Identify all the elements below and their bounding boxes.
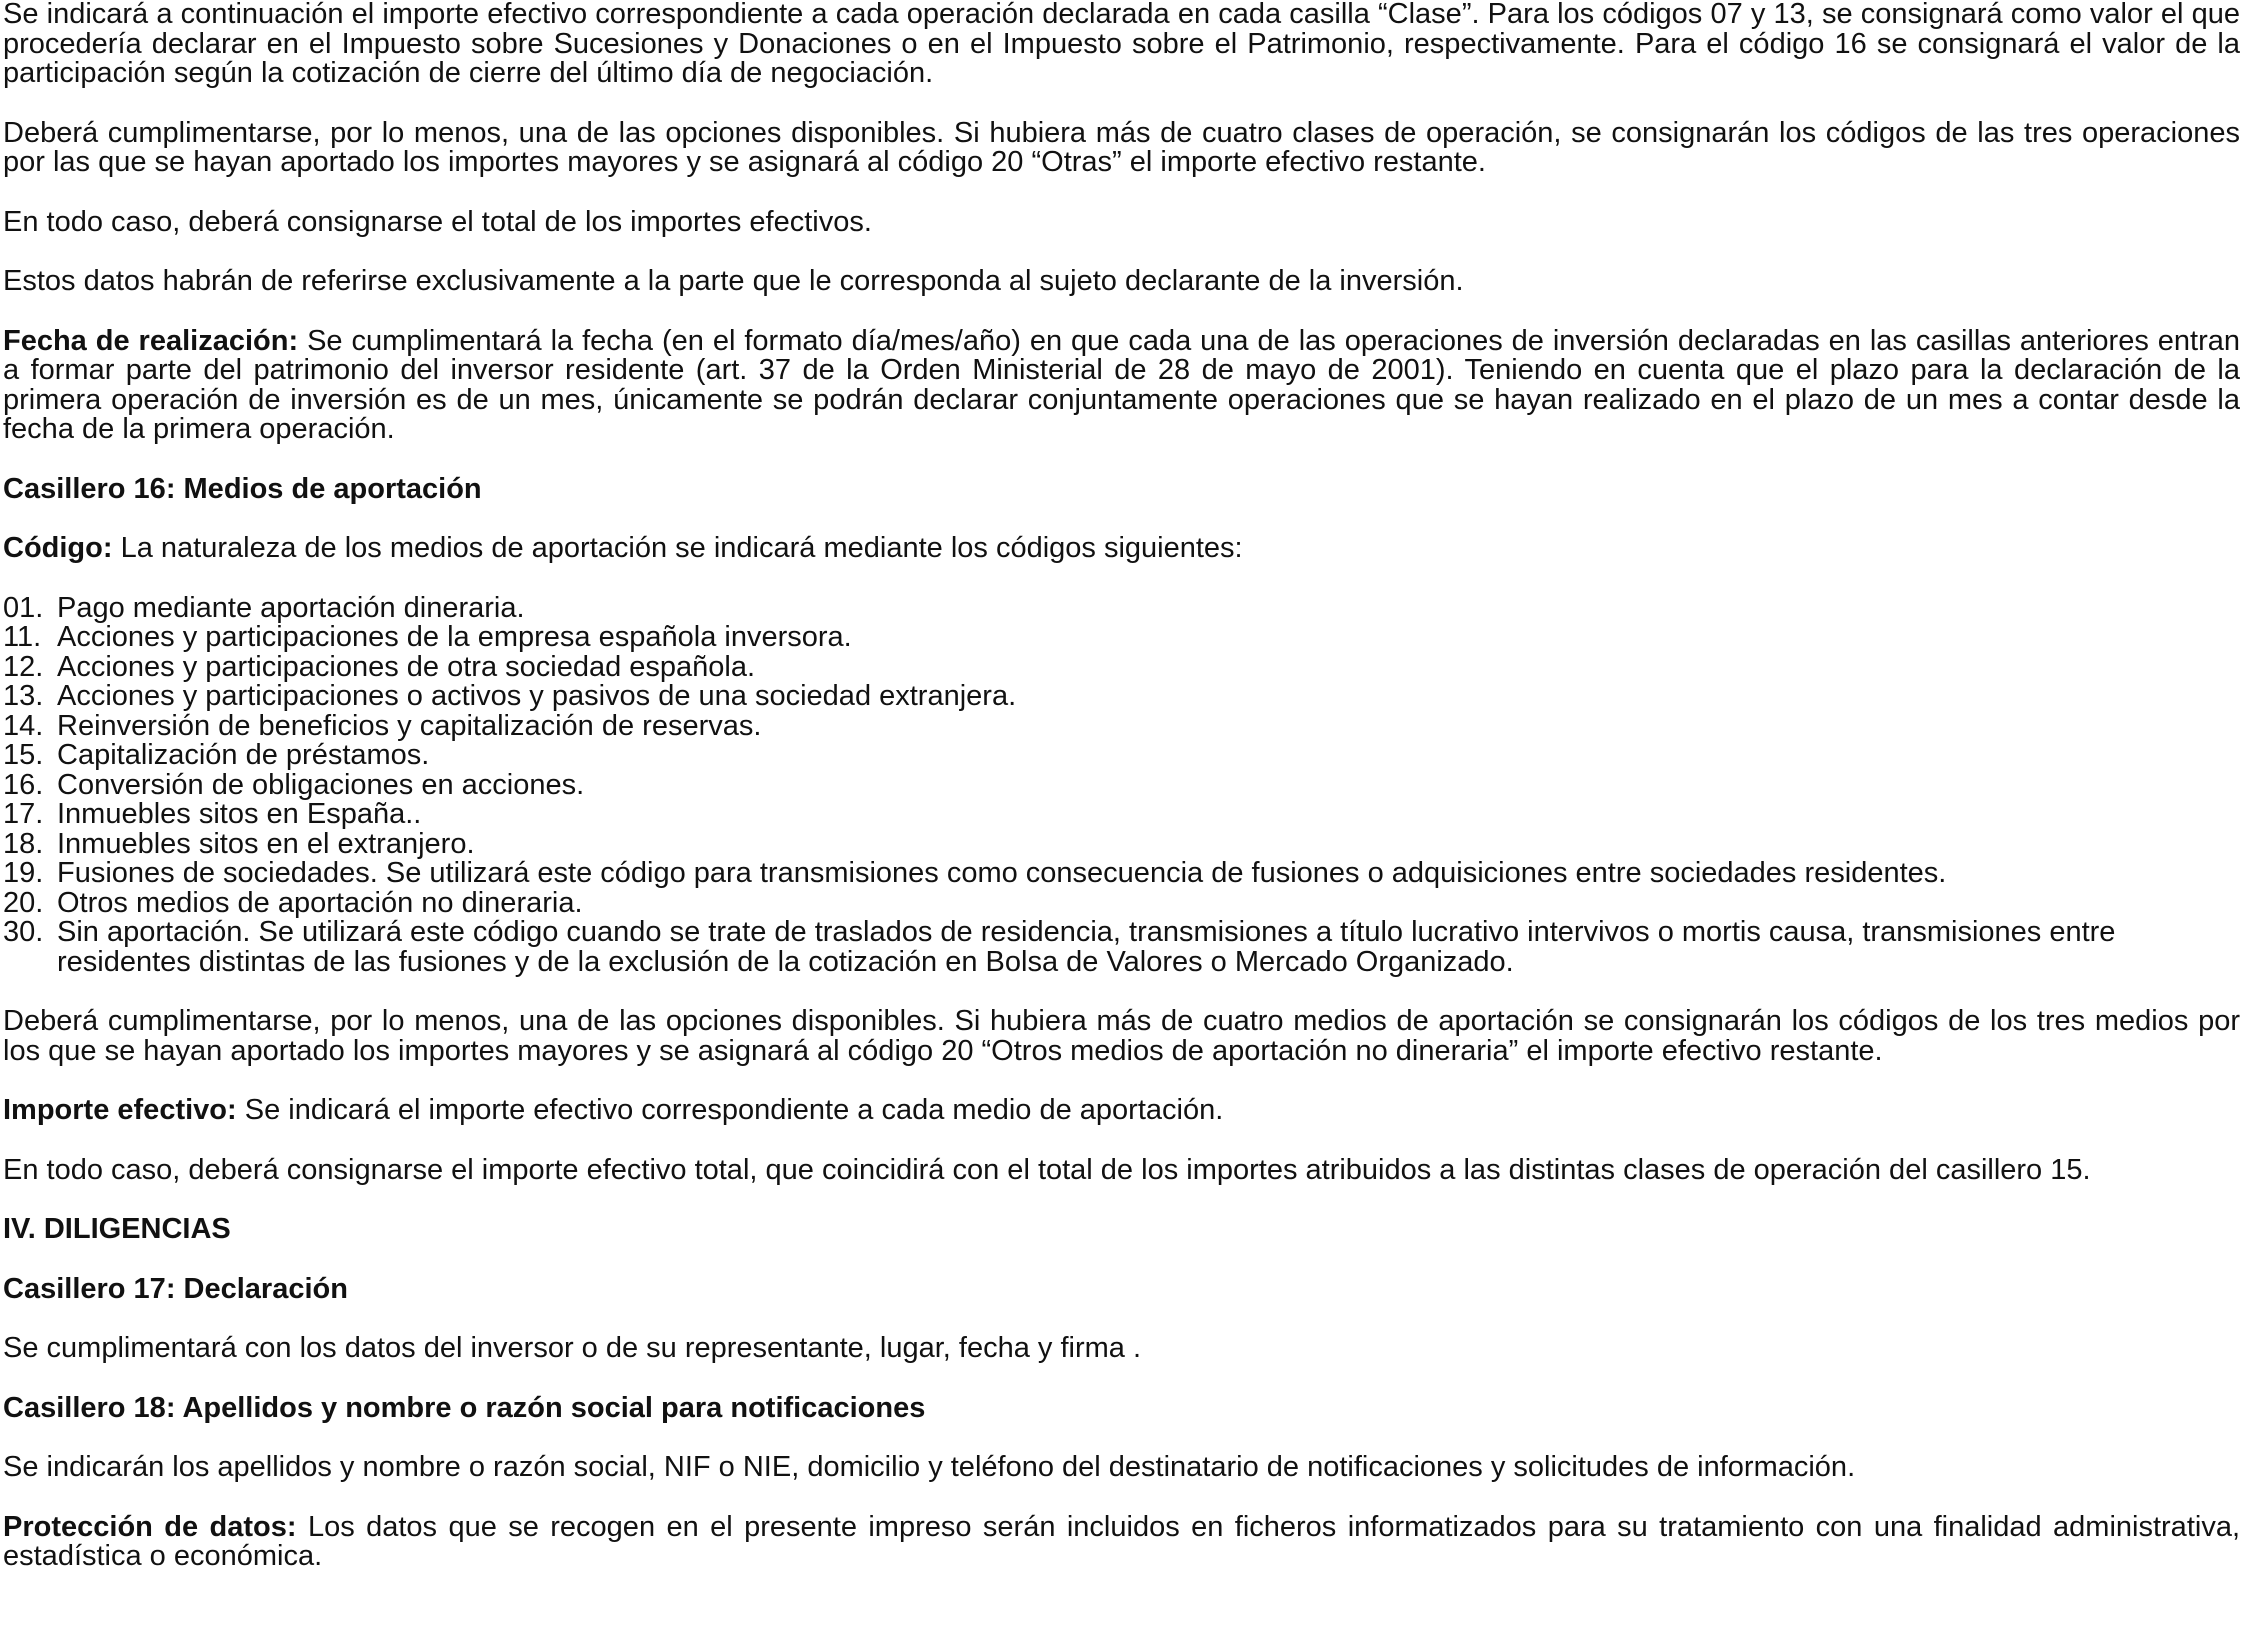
list-item-text: Capitalización de préstamos. (57, 739, 430, 771)
heading-casillero-16: Casillero 16: Medios de aportación (3, 472, 482, 505)
list-item-text: Acciones y participaciones o activos y pasivos de una sociedad extranjera. (57, 680, 1017, 712)
list-item-text: Acciones y participaciones de la empresa española inversora. (57, 621, 852, 653)
list-item-code: 01. (3, 591, 44, 624)
heading-casillero-18: Casillero 18: Apellidos y nombre o razón social para notificaciones (3, 1391, 926, 1424)
list-item (3, 682, 2240, 712)
proteccion-datos-label: Protección de datos: (3, 1510, 297, 1543)
paragraph-fecha-realizacion (3, 324, 2241, 445)
proteccion-datos-text: Los datos que se recogen en el presente impreso serán incluidos en ficheros informatizados para su tratamiento con una finalidad administrativa, estadística o económica. (3, 1510, 2240, 1572)
list-item-code: 14. (3, 709, 44, 742)
list-item-text: Pago mediante aportación dineraria. (57, 591, 525, 624)
paragraph-opciones-medios: Deberá cumplimentarse, por lo menos, una de las opciones disponibles. Si hubiera más de cuatro medios de aportación se consignarán los códigos de los tres medios por los que se hayan aportado los importes mayores y se asignará al código 20 “Otros medios de aportación no dineraria” el importe efectivo restante. (3, 1005, 2240, 1067)
paragraph-proteccion-datos (3, 1510, 2240, 1572)
list-item-code: 20. (3, 886, 44, 919)
list-item-code: 12. (3, 650, 44, 683)
paragraph-codigo (3, 534, 2240, 564)
paragraph-opciones-clases: Deberá cumplimentarse, por lo menos, una de las opciones disponibles. Si hubiera más de cuatro clases de operación, se consignarán los códigos de las tres operaciones por las que se hayan aportado los importes mayores y se asignará al código 20 “Otras” el importe efectivo restante. (3, 116, 2240, 178)
importe-efectivo-text: Se indicará el importe efectivo correspondiente a cada medio de aportación. (244, 1094, 1224, 1126)
paragraph-importe-efectivo (3, 1096, 2240, 1126)
list-item-code: 17. (3, 798, 44, 830)
list-item (3, 768, 2240, 801)
fecha-realizacion-text: Se cumplimentará la fecha (en el formato día/mes/año) en que cada una de las operaciones de inversión declaradas en las casillas anteriores entran a formar parte del patrimonio del inversor residente (art. 37 de la Orden Ministerial de 28 de mayo de 2001). Teniendo en cuenta que el plazo para la declaración de la primera operación de inversión es de un mes, únicamente se podrán declarar conjuntamente operaciones que se hayan realizado en el plazo de un mes a contar desde la fecha de la primera operación. (3, 324, 2241, 445)
list-item-code: 15. (3, 739, 44, 771)
list-item-code: 13. (3, 680, 44, 712)
paragraph-parte-declarante: Estos datos habrán de referirse exclusivamente a la parte que le corresponda al sujeto declarante de la inversión. (3, 265, 1464, 297)
paragraph-declaracion: Se cumplimentará con los datos del inversor o de su representante, lugar, fecha y firma . (3, 1332, 1142, 1364)
list-item (3, 859, 2240, 889)
list-item-code: 19. (3, 857, 44, 889)
list-item (3, 827, 2240, 860)
list-item-text: Inmuebles sitos en España.. (57, 798, 422, 830)
list-item (3, 709, 2240, 742)
paragraph-notificaciones: Se indicarán los apellidos y nombre o razón social, NIF o NIE, domicilio y teléfono del destinatario de notificaciones y solicitudes de información. (3, 1451, 1856, 1483)
heading-casillero-17: Casillero 17: Declaración (3, 1272, 348, 1305)
importe-efectivo-label: Importe efectivo: (3, 1094, 237, 1126)
list-item (3, 650, 2240, 683)
list-item (3, 591, 2240, 624)
paragraph-importe-total: En todo caso, deberá consignarse el importe efectivo total, que coincidirá con el total de los importes atribuidos a las distintas clases de operación del casillero 15. (3, 1153, 2091, 1186)
list-item-code: 18. (3, 827, 44, 860)
list-item-text: Reinversión de beneficios y capitalización de reservas. (57, 709, 762, 742)
list-item (3, 918, 2240, 977)
paragraph-total-importes: En todo caso, deberá consignarse el total de los importes efectivos. (3, 205, 872, 238)
list-item-text: Otros medios de aportación no dineraria. (57, 886, 583, 919)
codigo-text: La naturaleza de los medios de aportación se indicará mediante los códigos siguientes: (120, 532, 1243, 564)
code-list (3, 591, 2240, 978)
list-item-text: Sin aportación. Se utilizará este código cuando se trate de traslados de residencia, transmisiones a título lucrativo intervivos o mortis causa, transmisiones entre residentes distintas de las fusiones y de la exclusión de la cotización en Bolsa de Valores o Mercado Organizado. (57, 916, 2116, 978)
list-item-text: Acciones y participaciones de otra sociedad española. (57, 650, 756, 683)
fecha-realizacion-label: Fecha de realización: (3, 324, 299, 357)
list-item (3, 886, 2240, 919)
list-item (3, 623, 2240, 653)
list-item-code: 11. (3, 621, 42, 653)
list-item-text: Inmuebles sitos en el extranjero. (57, 827, 475, 860)
heading-section-iv: IV. DILIGENCIAS (3, 1213, 231, 1245)
list-item (3, 741, 2240, 771)
list-item-code: 30. (3, 916, 44, 948)
codigo-label: Código: (3, 532, 113, 564)
list-item (3, 800, 2240, 830)
list-item-text: Fusiones de sociedades. Se utilizará este código para transmisiones como consecuencia de fusiones o adquisiciones entre sociedades residentes. (57, 857, 1947, 889)
paragraph-importe-efectivo-clase: Se indicará a continuación el importe efectivo correspondiente a cada operación declarada en cada casilla “Clase”. Para los códigos 07 y 13, se consignará como valor el que procedería declarar en el Impuesto sobre Sucesiones y Donaciones o en el Impuesto sobre el Patrimonio, respectivamente. Para el código 16 se consignará el valor de la participación según la cotización de cierre del último día de negociación. (3, 0, 2240, 89)
list-item-code: 16. (3, 768, 44, 801)
list-item-text: Conversión de obligaciones en acciones. (57, 768, 585, 801)
